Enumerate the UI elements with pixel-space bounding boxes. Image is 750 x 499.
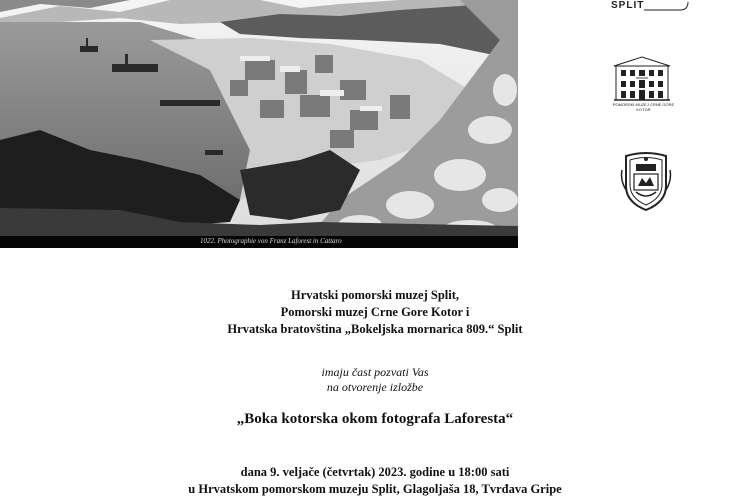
invitation-line: na otvorenje izložbe: [326, 380, 424, 394]
organizer-line: Pomorski muzej Crne Gore Kotor i: [280, 305, 470, 319]
organizer-line: Hrvatska bratovština „Bokeljska mornarica 809.“ Split: [227, 322, 523, 336]
photo-caption: 1022. Photographie von Franz Laforest in Cattaro: [200, 237, 342, 245]
organizer-line: Hrvatski pomorski muzej Split,: [290, 288, 460, 302]
historic-photo-kotor: [0, 0, 518, 248]
event-details-block: [0, 464, 750, 498]
kotor-museum-building-icon: [612, 54, 672, 102]
exhibition-title: „Boka kotorska okom fotografa Laforesta“: [236, 411, 514, 427]
split-logo-text: SPLIT: [611, 0, 645, 11]
invitation-block: [0, 365, 750, 395]
bokeljska-mornarica-crest-icon: [620, 150, 672, 212]
organizers-block: [0, 287, 750, 338]
event-date: dana 9. veljače (četvrtak) 2023. godine u 18:00 sati: [240, 465, 510, 479]
invitation-line: imaju čast pozvati Vas: [321, 365, 429, 379]
event-location: u Hrvatskom pomorskom muzeju Split, Glagoljaša 18, Tvrđava Gripe: [188, 482, 562, 496]
kotor-museum-label: POMORSKI MUZEJ CRNE GORE KOTOR: [612, 102, 675, 112]
split-logo-icon: [600, 0, 700, 20]
